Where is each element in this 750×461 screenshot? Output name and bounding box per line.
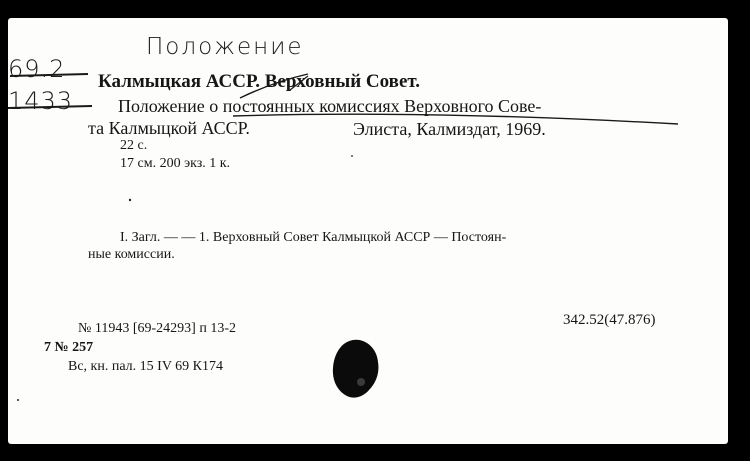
classification-price: 342.52(47.876) bbox=[563, 312, 656, 328]
tracing-line-2: ные комиссии. bbox=[88, 247, 175, 262]
entry-imprint: Элиста, Калмиздат, 1969. bbox=[353, 119, 546, 139]
tracing-line-1: I. Загл. — — 1. Верховный Совет Калмыцкой АССР — Постоян- bbox=[120, 230, 507, 245]
entry-title-line-2: та Калмыцкой АССР. bbox=[88, 118, 250, 138]
entry-pages: 22 с. bbox=[120, 138, 148, 153]
footer-line-1: № 11943 [69-24293] п 13-2 bbox=[78, 321, 236, 336]
entry-heading: Калмыцкая АССР. Верховный Совет. bbox=[98, 71, 421, 92]
catalog-card bbox=[8, 18, 728, 444]
entry-title-line-1: Положение о постоянных комиссиях Верховного Сове- bbox=[118, 96, 542, 116]
entry-format: 17 см. 200 экз. 1 к. bbox=[120, 156, 231, 171]
handwritten-shelf-number: 1433 bbox=[8, 87, 74, 115]
handwritten-classification: 69.2 bbox=[8, 55, 66, 83]
handwritten-subject-note: Положение bbox=[146, 34, 304, 60]
ink-blot bbox=[331, 338, 381, 400]
footer-line-3: Вс, кн. пал. 15 IV 69 К174 bbox=[68, 359, 224, 374]
footer-line-2: 7 № 257 bbox=[44, 340, 94, 355]
